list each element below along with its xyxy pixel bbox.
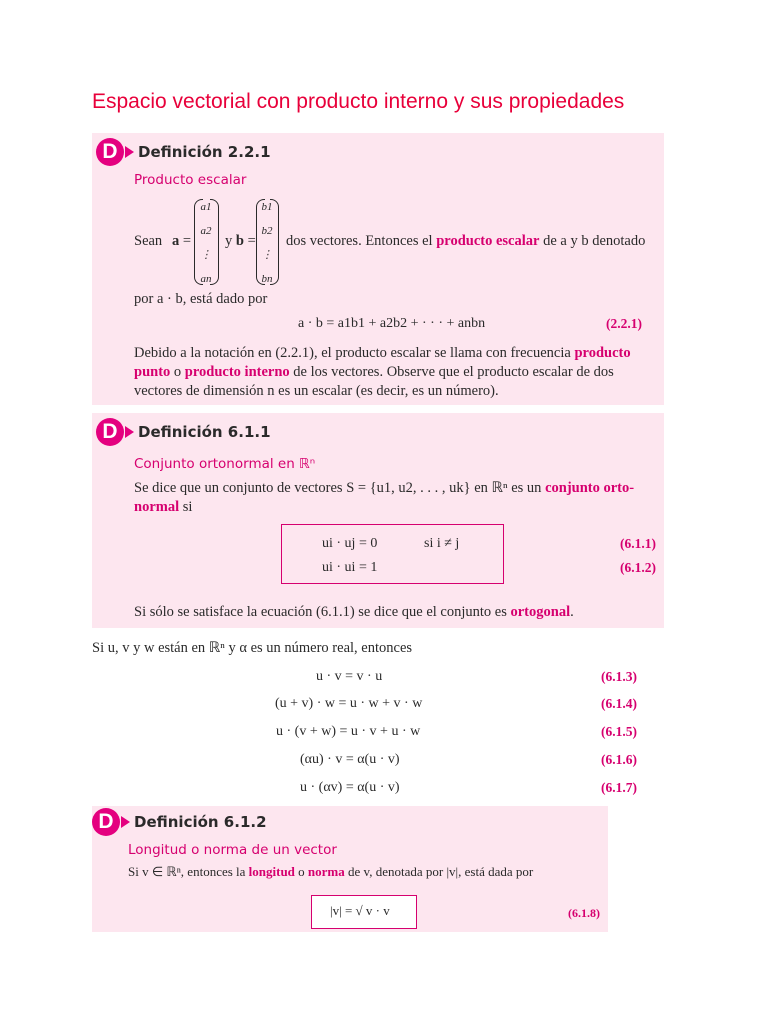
property-equation: (u + v) · w = u · w + v · w [275,696,423,711]
definition-title: Definición 6.1.1 [138,423,271,441]
equation-number: (6.1.6) [601,752,637,767]
definition-title: Definición 2.2.1 [138,143,271,161]
orthogonal-note: Si sólo se satisface la ecuación (6.1.1) se dice que el conjunto es ortogonal. [134,604,574,620]
matrix-a-entry: ⋮ [200,249,212,262]
matrix-b-entry: ⋮ [261,249,273,262]
definition-2-2-1-paragraph: Debido a la notación en (2.2.1), el producto escalar se llama con frecuencia producto punto o producto interno de los vectores. Observe que el producto escalar de dos vectores de dimensión n es un escalar (es decir, es un número). [134,345,631,399]
definition-2-2-1-line1: dos vectores. Entonces el producto escalar de a y b denotado [286,233,646,249]
definition-6-1-1-text: Se dice que un conjunto de vectores S = {u1, u2, . . . , uk} en ℝⁿ es un conjunto orto- normal si [134,480,635,515]
matrix-a-entry: a2 [200,224,212,237]
equation-number: (6.1.2) [620,560,656,575]
definition-title: Definición 6.1.2 [134,813,267,831]
page-title: Espacio vectorial con producto interno y sus propiedades [92,90,625,113]
matrix-b-right-bracket [270,199,279,285]
properties-intro: Si u, v y w están en ℝⁿ y α es un número real, entonces [92,640,413,656]
vector-norm-formula: |v| = √ v · v [330,903,390,918]
property-equation: (αu) · v = α(u · v) [300,752,400,767]
badge-arrow-icon [125,426,134,438]
y-connector: y b = [225,233,256,249]
orthogonality-equation: ui · uj = 0 [322,536,378,551]
definition-6-1-2-header [92,808,267,836]
matrix-b-entry: bn [261,272,273,285]
definition-subtitle: Producto escalar [134,172,247,188]
definition-6-1-1-header [96,418,271,446]
definition-2-2-1-header [96,138,271,166]
equation-number: (6.1.4) [601,696,637,711]
badge-arrow-icon [125,146,134,158]
vector-a-label: a = [172,233,192,249]
definition-2-2-1-line2: por a · b, está dado por [134,291,268,307]
normalization-equation: ui · ui = 1 [322,560,378,575]
matrix-a-entry: a1 [200,201,212,213]
matrix-b-entry: b1 [261,201,273,213]
equation-number: (6.1.1) [620,536,656,551]
definition-6-1-2-text: Si v ∈ ℝⁿ, entonces la longitud o norma de v, denotada por |v|, está dada por [128,864,534,879]
orthogonality-condition: si i ≠ j [424,536,460,551]
badge-arrow-icon [121,816,130,828]
sean-label: Sean [134,233,163,249]
property-equation: u · (αv) = α(u · v) [300,780,400,795]
definition-subtitle: Conjunto ortonormal en ℝⁿ [134,456,316,472]
definition-badge-icon: D [96,418,124,446]
orthonormal-equations-box [281,524,504,584]
matrix-a-right-bracket [210,199,219,285]
equation-number: (6.1.7) [601,780,637,795]
definition-badge-icon: D [92,808,120,836]
definition-badge-icon: D [96,138,124,166]
equation-number: (6.1.5) [601,724,637,739]
property-equation: u · v = v · u [316,669,383,684]
matrix-b-entry: b2 [261,224,273,237]
equation-number: (6.1.3) [601,669,637,684]
matrix-a-entry: an [200,272,212,285]
dot-product-formula: a · b = a1b1 + a2b2 + · · · + anbn [298,316,486,331]
equation-number: (6.1.8) [568,906,600,920]
definition-subtitle: Longitud o norma de un vector [128,842,337,858]
property-equation: u · (v + w) = u · v + u · w [276,724,421,739]
equation-number: (2.2.1) [606,316,642,331]
